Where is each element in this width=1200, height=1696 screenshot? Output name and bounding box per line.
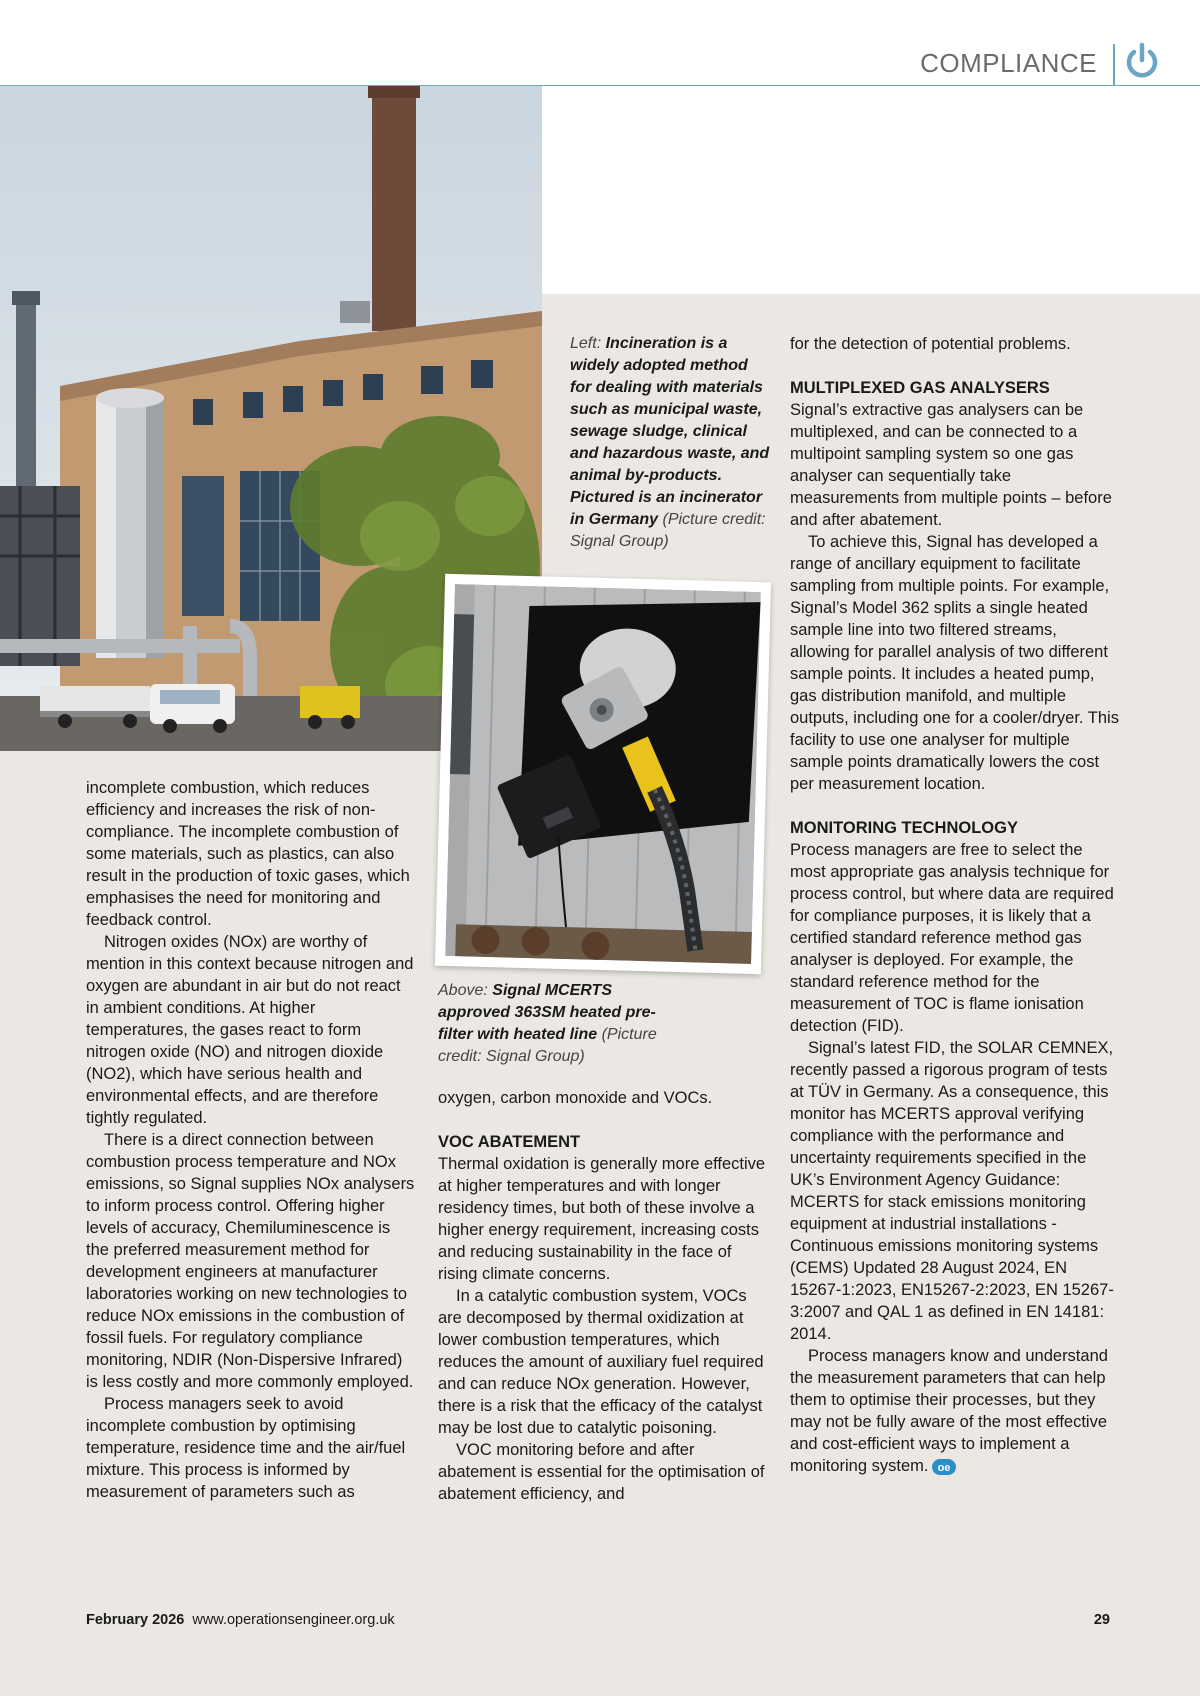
paragraph: incomplete combustion, which reduces efficiency and increases the risk of non-compliance. The incomplete combustion of some materials, such as plastics, can also result in the production of toxic gases, which emphasises the need for monitoring and feedback control. bbox=[86, 779, 410, 929]
section-label: COMPLIANCE bbox=[920, 48, 1097, 78]
heated-filter-photo bbox=[435, 574, 771, 974]
oe-logo-icon bbox=[932, 1459, 956, 1475]
paragraph: Process managers are free to select the most appropriate gas analysis technique for process control, but where data are required for compliance purposes, it is likely that a certified standard reference method gas analyser is deployed. For example, the standard reference method for the measurement of TOC is flame ionisation detection (FID). bbox=[790, 841, 1114, 1035]
caption-credit: (Picture credit: Signal Group) bbox=[570, 511, 766, 550]
footer-info bbox=[86, 1612, 395, 1628]
paragraph: Nitrogen oxides (NOx) are worthy of mention in this context because nitrogen and oxygen are abundant in air but do not react in ambient conditions. At higher temperatures, the gases react to form nitrogen oxide (NO) and nitrogen dioxide (NO2), which have serious health and environmental effects, and are therefore tightly regulated. bbox=[86, 933, 414, 1127]
paragraph bbox=[790, 1345, 1120, 1477]
paragraph: VOC monitoring before and after abatement is essential for the optimisation of abatement efficiency, and bbox=[438, 1441, 765, 1503]
caption-text: Signal MCERTS approved 363SM heated pre-filter with heated line bbox=[438, 982, 656, 1043]
power-icon bbox=[1124, 42, 1160, 80]
left-photo-caption bbox=[570, 333, 770, 553]
section-heading: VOC ABATEMENT bbox=[438, 1133, 581, 1151]
article-column-1 bbox=[86, 777, 416, 1503]
paragraph: Thermal oxidation is generally more effective at higher temperatures and with longer residency times, but both of these involve a higher energy requirement, increasing costs and reducing sustainability in the face of rising climate concerns. bbox=[438, 1155, 766, 1283]
paragraph: Signal’s extractive gas analysers can be multiplexed, and can be connected to a multipoint sampling system so one gas analyser can sequentially take measurements from multiple points – before and after abatement. bbox=[790, 401, 1112, 529]
section-heading: MULTIPLEXED GAS ANALYSERS bbox=[790, 379, 1050, 397]
page-number: 29 bbox=[1093, 1612, 1110, 1628]
header-divider bbox=[1113, 44, 1115, 85]
article-column-3 bbox=[790, 333, 1120, 1477]
paragraph: In a catalytic combustion system, VOCs are decomposed by thermal oxidization at lower combustion temperatures, which reduces the amount of auxiliary fuel required and can reduce NOx generation. However, there is a risk that the efficacy of the catalyst may be lost due to catalytic poisoning. bbox=[438, 1287, 764, 1437]
paragraph: oxygen, carbon monoxide and VOCs. bbox=[438, 1089, 713, 1107]
section-heading: MONITORING TECHNOLOGY bbox=[790, 819, 1018, 837]
issue-date: February 2026 bbox=[86, 1612, 185, 1628]
caption-text: Incineration is a widely adopted method for dealing with materials such as municipal waste, sewage sludge, clinical and hazardous waste, and animal by-products. Pictured is an incinerator in Germany bbox=[570, 335, 770, 528]
paragraph: Process managers seek to avoid incomplete combustion by optimising temperature, residence time and the air/fuel mixture. This process is informed by measurement of parameters such as bbox=[86, 1395, 406, 1501]
caption-prefix: Left: bbox=[570, 335, 602, 352]
article-column-2 bbox=[438, 1087, 768, 1505]
paragraph: Signal’s latest FID, the SOLAR CEMNEX, recently passed a rigorous program of tests at TÜV in Germany. As a consequence, this monitor has MCERTS approval verifying compliance with the performance and uncertainty requirements specified in the UK’s Environment Agency Guidance: MCERTS for stack emissions monitoring equipment at industrial installations - Continuous emissions monitoring systems (CEMS) Updated 28 August 2024, EN 15267-1:2023, EN15267-2:2023, EN 15267-3:2007 and QAL 1 as defined in EN 14181: 2014. bbox=[790, 1039, 1114, 1343]
oe-logo-text: oe bbox=[938, 1461, 951, 1474]
paragraph: To achieve this, Signal has developed a range of ancillary equipment to facilitate sampling from multiple points. For example, Signal’s Model 362 splits a single heated sample line into two filtered streams, allowing for parallel analysis of two different sample points. It includes a heated pump, gas distribution manifold, and multiple outputs, including one for a cooler/dryer. This facility to use one analyser for multiple sample points dramatically lowers the cost per measurement location. bbox=[790, 533, 1119, 793]
paragraph: for the detection of potential problems. bbox=[790, 335, 1071, 353]
paragraph: There is a direct connection between combustion process temperature and NOx emissions, so Signal supplies NOx analysers to inform process control. Offering higher levels of accuracy, Chemiluminescence is the preferred measurement method for development engineers at manufacturer laboratories working on new technologies to reduce NOx emissions in the combustion of fossil fuels. For regulatory compliance monitoring, NDIR (Non-Dispersive Infrared) is less costly and more commonly employed. bbox=[86, 1131, 415, 1391]
caption-background bbox=[542, 86, 1200, 294]
caption-credit: (Picture credit: Signal Group) bbox=[438, 1026, 657, 1065]
paragraph-text: Process managers know and understand the measurement parameters that can help them to optimise their processes, but they may not be fully aware of the most effective and cost-efficient ways to implement a monitoring system. bbox=[790, 1347, 1108, 1475]
above-photo-caption bbox=[438, 980, 673, 1068]
website-link[interactable]: www.operationsengineer.org.uk bbox=[192, 1612, 395, 1628]
caption-prefix: Above: bbox=[438, 982, 488, 999]
